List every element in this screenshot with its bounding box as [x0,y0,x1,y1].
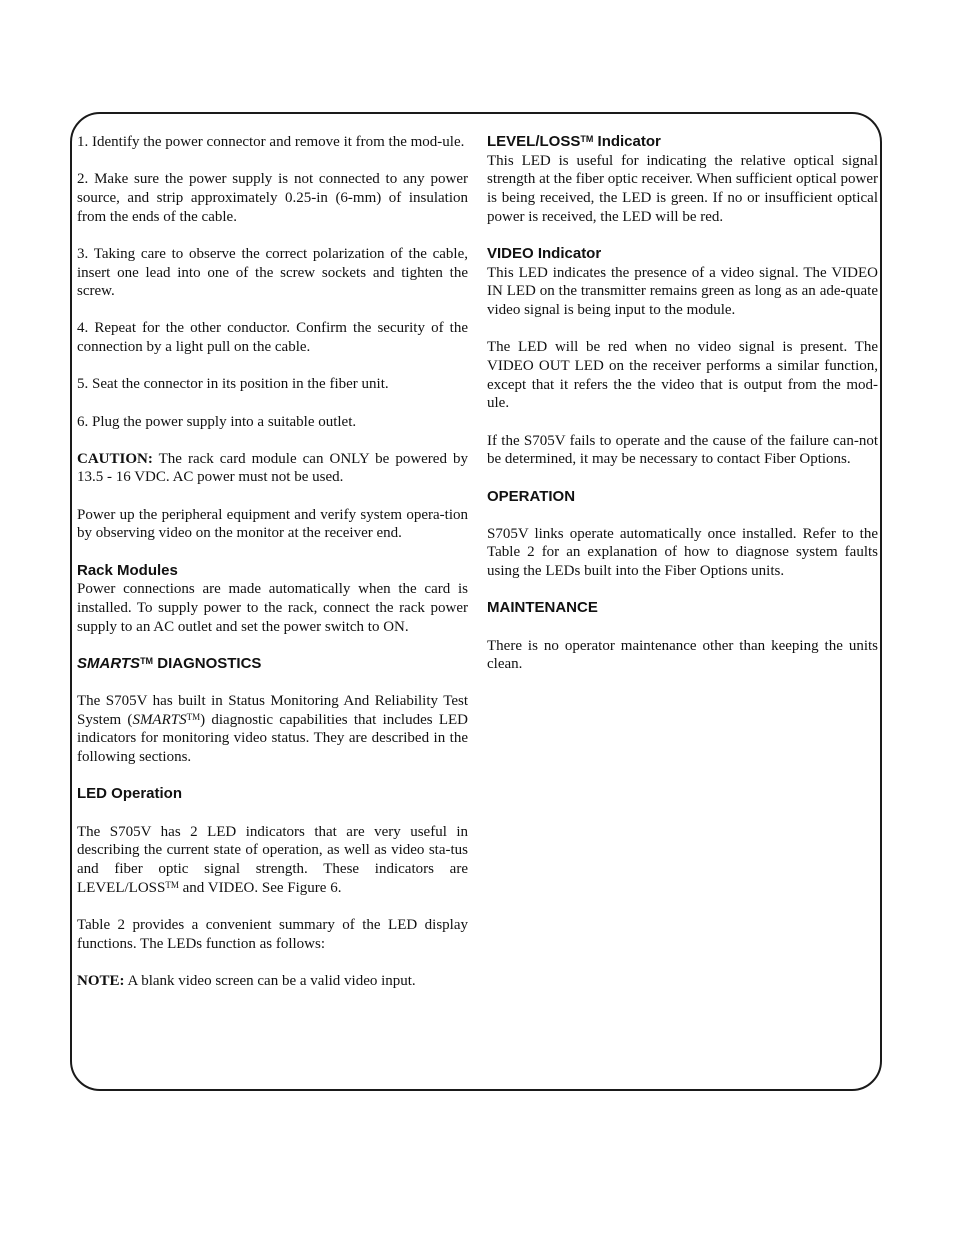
power-up-paragraph: Power up the peripheral equipment and verify system opera-tion by observing video on the monitor at the receiver end. [77,506,468,542]
smarts-text-tm: TM [186,711,201,722]
smarts-heading-italic: SMARTS [77,654,141,672]
level-heading-tm: TM [580,134,594,144]
left-column [77,133,468,1009]
operation-text: S705V links operate automatically once installed. Refer to the Table 2 for an explanation of how to diagnose system faults using the LEDs built into the Fiber Options units. [487,525,878,580]
smarts-text-b: ) diagnostic capabilities that includes LED indicators for monitoring video status. They are described in the following sections. [77,711,468,766]
step-6: 6. Plug the power supply into a suitable outlet. [77,413,357,430]
note-text: A blank video screen can be a valid video input. [124,972,416,989]
smarts-text-a: The S705V has built in Status Monitoring And Reliability Test System ( [77,693,468,728]
video-indicator-text-2: The LED will be red when no video signal is present. The VIDEO OUT LED on the receiver performs a similar function, except that it refers the the video that is output from the mod-ule. [487,339,878,412]
smarts-text [77,692,468,767]
smarts-diagnostics-heading [77,655,468,674]
led-operation-heading: LED Operation [77,785,183,803]
maintenance-heading: MAINTENANCE [487,599,598,617]
level-heading-main: LEVEL/LOSS [487,133,581,150]
operation-heading: OPERATION [487,487,576,505]
step-5: 5. Seat the connector in its position in the fiber unit. [77,376,389,393]
led-text-tm: TM [165,879,179,890]
rack-modules-heading: Rack Modules [77,561,178,579]
rack-modules-text: Power connections are made automatically when the card is installed. To supply power to the rack, connect the rack power supply to an AC outlet and set the power switch to ON. [77,581,468,635]
smarts-heading-tm: TM [140,655,154,666]
caution-label: CAUTION: [77,450,153,467]
failure-paragraph: If the S705V fails to operate and the cause of the failure can-not be determined, it may be necessary to contact Fiber Options. [487,432,878,468]
smarts-heading-rest: DIAGNOSTICS [153,654,262,672]
step-4: 4. Repeat for the other conductor. Confirm the security of the connection by a light pull on the cable. [77,320,468,356]
step-1: 1. Identify the power connector and remove it from the mod-ule. [77,134,465,150]
led-operation-text [77,823,468,898]
level-heading-rest: Indicator [593,133,661,150]
step-2: 2. Make sure the power supply is not connected to any power source, and strip approximately 0.25-in (6-mm) of insulation from the ends of the cable. [77,171,468,225]
maintenance-text: There is no operator maintenance other than keeping the units clean. [487,637,878,673]
caution-paragraph [77,450,468,487]
level-loss-heading [487,133,878,152]
caution-text: The rack card module can ONLY be powered by 13.5 - 16 VDC. AC power must not be used. [77,450,468,486]
step-3: 3. Taking care to observe the correct polarization of the cable, insert one lead into one of the screw sockets and tighten the screw. [77,245,468,300]
table2-paragraph: Table 2 provides a convenient summary of the LED display functions. The LEDs function as follows: [77,916,468,952]
note-label: NOTE: [77,972,125,989]
smarts-text-italic: SMARTS [132,711,187,728]
led-text-b: and VIDEO. See Figure 6. [178,879,342,896]
right-column [487,133,878,692]
led-text-a: The S705V has 2 LED indicators that are very useful in describing the current state of operation, as well as video sta-tus and fiber optic signal strength. These indicators are LEVEL/LOSS [77,823,468,896]
level-loss-text: This LED is useful for indicating the relative optical signal strength at the fiber optic receiver. When sufficient optical power is being received, the LED is green. If no or insufficient optical power is received, the LED will be red. [487,152,878,225]
note-paragraph [77,972,468,991]
video-indicator-text: This LED indicates the presence of a video signal. The VIDEO IN LED on the transmitter remains green as long as an ade-quate video signal is being input to the module. [487,264,878,319]
video-indicator-heading: VIDEO Indicator [487,245,602,263]
